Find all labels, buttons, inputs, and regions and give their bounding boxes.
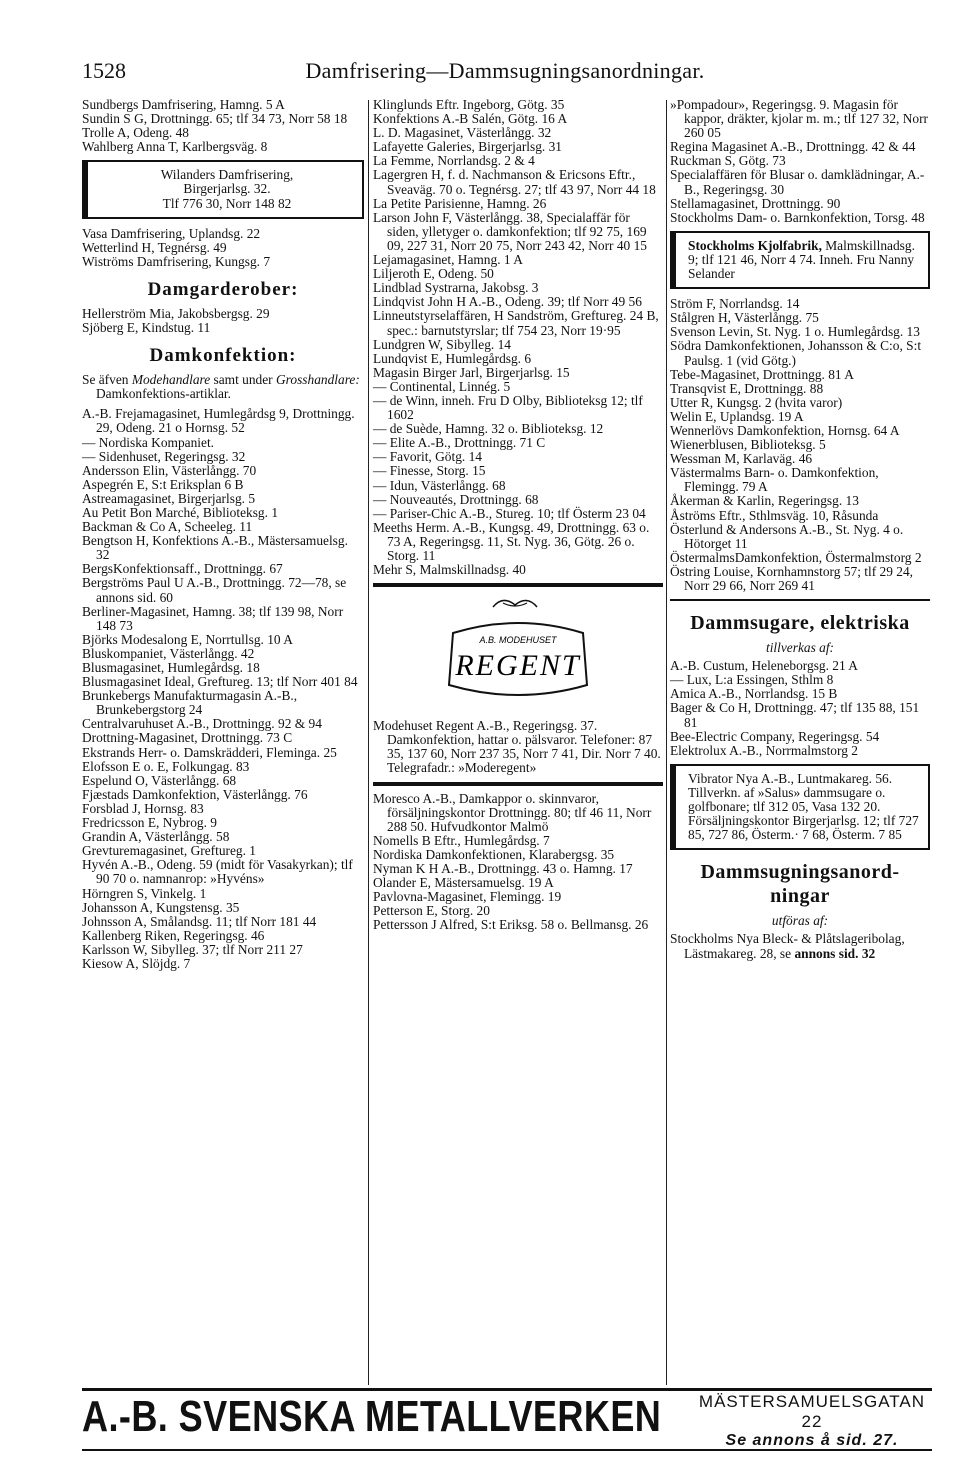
- list-item: Elofsson E o. E, Folkungag. 83: [82, 758, 250, 774]
- list-item: Astreamagasinet, Birgerjarlsg. 5: [82, 490, 256, 506]
- list-item: Karlsson W, Sibylleg. 37; tlf Norr 211 27: [82, 941, 303, 957]
- list-item: Stålgren H, Västerlångg. 75: [670, 310, 819, 326]
- column-middle: [373, 98, 663, 933]
- list-item: Lafayette Galeries, Birgerjarlsg. 31: [373, 139, 563, 155]
- footer-address-block: [692, 1392, 932, 1450]
- list-item: Tebe-Magasinet, Drottningg. 81 A: [670, 366, 854, 382]
- note-italic: Modehandlare: [131, 372, 211, 388]
- list-item: Meeths Herm. A.-B., Kungsg. 49, Drottningg. 63 o. 73 A, Regeringsg. 11, St. Nyg. 36, Götg. 26 o. Storg. 11: [373, 519, 650, 563]
- list-item: Forsblad J, Hornsg. 83: [82, 800, 204, 816]
- list-item: Johnsson A, Smålandsg. 11; tlf Norr 181 44: [82, 913, 317, 929]
- entry-text: Stockholms Nya Bleck- & Plåtslageribolag, Lästmakareg. 28, se: [670, 931, 905, 961]
- list-item: Andersson Elin, Västerlångg. 70: [82, 462, 257, 478]
- list-item: Wienerblusen, Biblioteksg. 5: [670, 437, 826, 453]
- list-item: Centralvaruhuset A.-B., Drottningg. 92 & 94: [82, 716, 322, 732]
- entries-list: [670, 297, 930, 593]
- list-item: Lindblad Systrarna, Jakobsg. 3: [373, 280, 539, 296]
- list-item: Ruckman S, Götg. 73: [670, 153, 786, 169]
- list-item: Fredricsson E, Nybrog. 9: [82, 815, 218, 831]
- ad-box-vibrator: [670, 764, 930, 850]
- list-item: Wetterlind H, Tegnérsg. 49: [82, 239, 227, 255]
- cross-reference-note: [82, 373, 364, 401]
- list-item: Utter R, Kungsg. 2 (hvita varor): [670, 394, 843, 410]
- list-item: — Lux, L:a Essingen, Sthlm 8: [670, 672, 834, 688]
- ad-line: Birgerjarlsg. 32.: [183, 181, 271, 197]
- list-item: Moresco A.-B., Damkappor o. skinnvaror, försäljningskontor Drottningg. 80; tlf 46 11, Norr 288 50. Hufvudkontor Malmö: [373, 790, 652, 834]
- section-heading-damgarderober: Damgarderober:: [147, 278, 299, 300]
- note-text: Damkonfektions-artiklar.: [96, 386, 231, 402]
- list-item: Blusmagasinet Ideal, Greftureg. 13; tlf Norr 401 84: [82, 674, 358, 690]
- regent-ad-text: Modehuset Regent A.-B., Regeringsg. 37. Damkonfektion, hattar o. pälsvaror. Telefoner: 87 35, 137 60, Norr 237 35, Norr 7 41, Dir. Norr 7 40. Telegrafadr.: »Moderegent»: [373, 718, 661, 776]
- list-item: Västermalms Barn- o. Damkonfektion, Flemingg. 79 A: [670, 465, 879, 495]
- list-item: Fjæstads Damkonfektion, Västerlångg. 76: [82, 786, 308, 802]
- list-item: — Elite A.-B., Drottningg. 71 C: [373, 435, 546, 451]
- list-item: Drottning-Magasinet, Drottningg. 73 C: [82, 730, 293, 746]
- column-right: [670, 98, 930, 961]
- top-entries: [82, 98, 364, 154]
- list-item: A.-B. Frejamagasinet, Humlegårdsg 9, Drottningg. 29, Odeng. 21 o Hornsg. 52: [82, 406, 355, 436]
- list-item: — de Winn, inneh. Fru D Olby, Biblioteksg 12; tlf 1602: [373, 392, 643, 423]
- list-item: Svenson Levin, St. Nyg. 1 o. Humlegårdsg. 13: [670, 324, 920, 340]
- list-item: Lundqvist E, Humlegårdsg. 6: [373, 350, 532, 366]
- list-item: Petterson E, Storg. 20: [373, 903, 490, 919]
- list-item: Kiesow A, Slöjdg. 7: [82, 955, 191, 971]
- list-item: Larson John F, Västerlångg. 38, Specialaffär för siden, ylletyger o. damkonfektion; tlf 92 75, 169 09, 227 31, Norr 20 75, Norr 243 42, Norr 40 15: [373, 209, 647, 253]
- list-item: Pettersson J Alfred, S:t Eriksg. 58 o. Bellmansg. 26: [373, 917, 649, 933]
- list-item: Klinglunds Eftr. Ingeborg, Götg. 35: [373, 97, 565, 112]
- list-item: Welin E, Uplandsg. 19 A: [670, 408, 804, 424]
- list-item: — Nouveautés, Drottningg. 68: [373, 491, 539, 507]
- list-item: Åkerman & Karlin, Regeringsg. 13: [670, 493, 859, 509]
- list-item: — Continental, Linnég. 5: [373, 378, 511, 394]
- list-item: Kallenberg Riken, Regeringsg. 46: [82, 927, 265, 943]
- list-item: — Finesse, Storg. 15: [373, 463, 486, 479]
- list-item: Stockholms Dam- o. Barnkonfektion, Torsg. 48: [670, 209, 925, 225]
- list-item: — Favorit, Götg. 14: [373, 449, 482, 465]
- list-item: — Idun, Västerlångg. 68: [373, 477, 506, 493]
- list-item: Lundgren W, Sibylleg. 14: [373, 336, 511, 352]
- list-item: Sjöberg E, Kindstug. 11: [82, 320, 211, 336]
- column-divider-1: [368, 100, 369, 1385]
- page-header: [82, 58, 928, 90]
- list-item: — Sidenhuset, Regeringsg. 32: [82, 448, 246, 464]
- entry-bold-ref: annons sid. 32: [794, 945, 876, 961]
- list-item: Ekstrands Herr- o. Damskrädderi, Fleminga. 25: [82, 744, 337, 760]
- footer-reference: Se annons å sid. 27.: [725, 1432, 899, 1449]
- section-heading-damkonfektion: Damkonfektion:: [149, 345, 297, 367]
- list-item: Stellamagasinet, Drottningg. 90: [670, 195, 841, 211]
- regent-logo-graphic: [373, 593, 663, 713]
- list-item: Östring Louise, Kornhamnstorg 57; tlf 29 24, Norr 29 66, Norr 269 41: [670, 563, 913, 593]
- list-item: Grevturemagasinet, Greftureg. 1: [82, 843, 257, 859]
- list-item: Transqvist E, Drottningg. 88: [670, 380, 824, 396]
- list-item: [670, 932, 930, 960]
- column-left: [82, 98, 364, 971]
- list-item: Wahlberg Anna T, Karlbergsväg. 8: [82, 139, 268, 155]
- list-item: Johansson A, Kungstensg. 35: [82, 899, 240, 915]
- entries-list: [670, 98, 930, 225]
- list-item: Au Petit Bon Marché, Biblioteksg. 1: [82, 504, 279, 520]
- footer-address: MÄSTERSAMUELSGATAN 22: [698, 1392, 926, 1431]
- note-italic: Grosshandlare:: [276, 372, 360, 388]
- list-item: Bengtson H, Konfektions A.-B., Mästersamuelsg. 32: [82, 533, 348, 563]
- list-item: Södra Damkonfektionen, Johansson & C:o, S:t Paulsg. 1 (vid Götg.): [670, 338, 922, 368]
- ad-line: Wilanders Damfrisering,: [160, 167, 294, 183]
- ad-text: Vibrator Nya A.-B., Luntmakareg. 56. Tillverkn. af »Salus» dammsugare o. golfbonare; tlf 312 05, Vasa 132 20. Försäljningskontor Birgerjarlsg. 12; tlf 727 85, 727 86, Österm.· 7 68, Österm. 7 85: [688, 770, 919, 843]
- logo-top-text: A.B. MODEHUSET: [479, 635, 557, 646]
- ad-box-wilanders: [82, 160, 364, 218]
- list-item: Brunkebergs Manufakturmagasin A.-B., Brunkebergstorg 24: [82, 688, 298, 718]
- list-item: Ström F, Norrlandsg. 14: [670, 296, 800, 312]
- entries-list: [373, 98, 663, 577]
- divider: [373, 583, 663, 587]
- list-item: Nomells B Eftr., Humlegårdsg. 7: [373, 832, 550, 848]
- divider: [670, 599, 930, 601]
- logo-word: REGENT: [455, 649, 581, 683]
- ad-text: Malmskillnadsg. 9; tlf 121 46, Norr 4 74. Inneh. Fru Nanny Selander: [688, 237, 915, 282]
- footer-advertisement: [82, 1392, 932, 1449]
- list-item: BergsKonfektionsaff., Drottningg. 67: [82, 561, 283, 577]
- list-item: Sundbergs Damfrisering, Hamng. 5 A: [82, 97, 285, 112]
- list-item: Åströms Eftr., Sthlmsväg. 10, Råsunda: [670, 507, 879, 523]
- list-item: Blusmagasinet, Humlegårdsg. 18: [82, 660, 260, 675]
- list-item: Wennerlövs Damkonfektion, Hornsg. 64 A: [670, 422, 900, 438]
- list-item: Vasa Damfrisering, Uplandsg. 22: [82, 225, 261, 241]
- section-subheading: utföras af:: [771, 913, 829, 929]
- list-item: Sundin S G, Drottningg. 65; tlf 34 73, Norr 58 18: [82, 111, 348, 127]
- list-item: Backman & Co A, Scheeleg. 11: [82, 519, 253, 535]
- footer-company: A.-B. SVENSKA METALLVERKEN: [82, 1392, 662, 1441]
- regent-logo: [373, 593, 663, 713]
- list-item: Regina Magasinet A.-B., Drottningg. 42 & 44: [670, 139, 916, 155]
- divider: [373, 782, 663, 786]
- list-item: Hellerström Mia, Jakobsbergsg. 29: [82, 305, 270, 321]
- list-item: Björks Modesalong E, Norrtullsg. 10 A: [82, 631, 293, 647]
- list-item: Aspegrén E, S:t Eriksplan 6 B: [82, 476, 244, 492]
- list-item: Specialaffären för Blusar o. damklädningar, A.-B., Regeringsg. 30: [670, 167, 925, 197]
- list-item: Wessman M, Karlaväg. 46: [670, 451, 813, 467]
- list-item: — de Suède, Hamng. 32 o. Biblioteksg. 12: [373, 421, 604, 437]
- list-item: A.-B. Custum, Heleneborgsg. 21 A: [670, 658, 858, 674]
- list-item: Nyman K H A.-B., Drottningg. 43 o. Hamng. 17: [373, 861, 633, 877]
- list-item: Lejamagasinet, Hamng. 1 A: [373, 252, 523, 268]
- list-item: Nordiska Damkonfektionen, Klarabergsg. 35: [373, 846, 615, 862]
- list-item: Berliner-Magasinet, Hamng. 38; tlf 139 98, Norr 148 73: [82, 603, 344, 633]
- footer-bottom-rule: [82, 1449, 932, 1451]
- list-item: Grandin A, Västerlångg. 58: [82, 829, 230, 845]
- ad-line: Tlf 776 30, Norr 148 82: [162, 195, 292, 211]
- list-item: Lindqvist John H A.-B., Odeng. 39; tlf Norr 49 56: [373, 294, 642, 310]
- list-item: Linneutstyrselaffären, H Sandström, Greftureg. 24 B, spec.: barnutstyrslar; tlf 754 23, Norr 19·95: [373, 308, 659, 338]
- note-text: Se äfven: [82, 372, 132, 388]
- list-item: Österlund & Andersons A.-B., St. Nyg. 4 o. Hötorget 11: [670, 521, 904, 551]
- list-item: Magasin Birger Jarl, Birgerjarlsg. 15: [373, 364, 570, 380]
- list-item: »Pompadour», Regeringsg. 9. Magasin för kappor, dräkter, kjolar m. m.; tlf 127 32, Norr 260 05: [670, 97, 928, 141]
- list-item: Espelund O, Västerlångg. 68: [82, 772, 237, 788]
- ad-box-kjolfabrik: [670, 231, 930, 289]
- list-item: — Pariser-Chic A.-B., Stureg. 10; tlf Österm 23 04: [373, 505, 646, 521]
- list-item: Bager & Co H, Drottningg. 47; tlf 135 88, 151 81: [670, 700, 920, 730]
- list-item: La Femme, Norrlandsg. 2 & 4: [373, 153, 535, 169]
- list-item: Hörngren S, Vinkelg. 1: [82, 885, 207, 901]
- running-title: Damfrisering—Dammsugningsanordningar.: [305, 58, 705, 83]
- section-heading-anordningar: Dammsugningsanord-: [700, 861, 900, 884]
- list-item: Bee-Electric Company, Regeringsg. 54: [670, 728, 880, 744]
- list-item: Amica A.-B., Norrlandsg. 15 B: [670, 686, 838, 702]
- list-item: Bluskompaniet, Västerlångg. 42: [82, 645, 255, 661]
- list-item: L. D. Magasinet, Västerlångg. 32: [373, 125, 552, 141]
- list-item: Bergströms Paul U A.-B., Drottningg. 72—78, se annons sid. 60: [82, 575, 347, 605]
- list-item: Liljeroth E, Odeng. 50: [373, 266, 494, 282]
- damkonfektion-list: [82, 407, 364, 971]
- note-text: samt under: [210, 372, 276, 388]
- list-item: Hyvén A.-B., Odeng. 59 (midt för Vasakyrkan); tlf 90 70 o. namnanrop: »Hyvéns»: [82, 857, 353, 887]
- section-subheading: tillverkas af:: [765, 640, 835, 656]
- ad-company-name: Stockholms Kjolfabrik,: [688, 237, 822, 253]
- list-item: Konfektions A.-B Salén, Götg. 16 A: [373, 111, 568, 127]
- list-item: Trolle A, Odeng. 48: [82, 125, 190, 141]
- column-divider-2: [666, 100, 667, 1385]
- list-item: ÖstermalmsDamkonfektion, Östermalmstorg 2: [670, 549, 922, 565]
- section-heading-anordningar-cont: ningar: [770, 885, 830, 908]
- page-number: 1528: [82, 58, 126, 83]
- list-item: Olander E, Mästersamuelsg. 19 A: [373, 875, 554, 891]
- entries-list: [373, 792, 663, 933]
- list-item: Pavlovna-Magasinet, Flemingg. 19: [373, 889, 562, 905]
- list-item: Elektrolux A.-B., Norrmalmstorg 2: [670, 742, 858, 758]
- entries-list: [670, 659, 930, 758]
- footer-top-rule: [82, 1388, 932, 1391]
- list-item: Wiströms Damfrisering, Kungsg. 7: [82, 253, 271, 269]
- section-heading-dammsugare: Dammsugare, elektriska: [690, 612, 910, 635]
- list-item: Lagergren H, f. d. Nachmanson & Ericsons Eftr., Sveaväg. 70 o. Tegnérsg. 27; tlf 43 97, Norr 44 18: [373, 167, 656, 197]
- list-item: La Petite Parisienne, Hamng. 26: [373, 195, 547, 211]
- list-item: Mehr S, Malmskillnadsg. 40: [373, 562, 526, 578]
- list-item: — Nordiska Kompaniet.: [82, 434, 215, 450]
